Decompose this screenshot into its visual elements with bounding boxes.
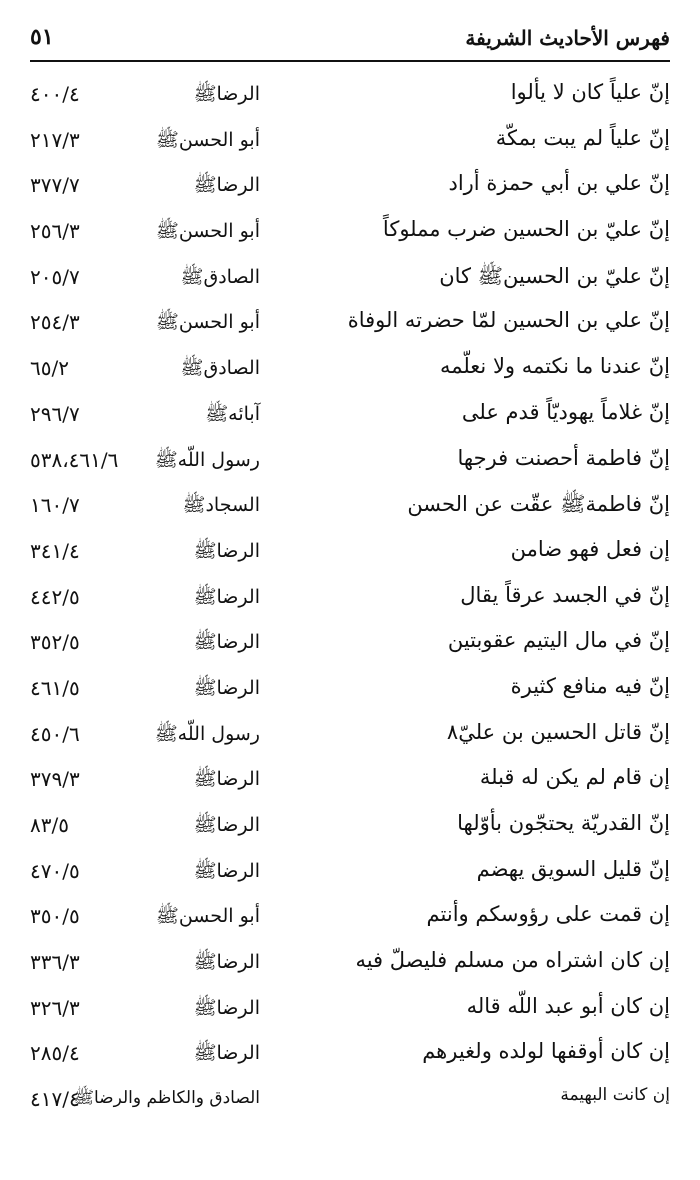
volume-page-reference: ٢٥٤/٣ bbox=[30, 310, 80, 335]
list-item bbox=[30, 805, 670, 851]
list-item bbox=[30, 302, 670, 348]
list-item bbox=[30, 1079, 670, 1125]
volume-page-reference: ٣٥٢/٥ bbox=[30, 630, 80, 655]
narrator: آبائهﷺ bbox=[205, 402, 260, 425]
list-item bbox=[30, 74, 670, 120]
list-item bbox=[30, 120, 670, 166]
list-item bbox=[30, 165, 670, 211]
volume-page-reference: ٤٠٠/٤ bbox=[30, 82, 80, 106]
narrator: الرضاﷺ bbox=[193, 174, 260, 197]
narrator: الرضاﷺ bbox=[193, 539, 260, 562]
narrator: الرضاﷺ bbox=[193, 676, 260, 699]
hadith-text: إنّ علي بن أبي حمزة أراد bbox=[448, 171, 670, 196]
volume-page-reference: ٣٥٠/٥ bbox=[30, 904, 80, 929]
volume-page-reference: ٤١٧/٤ bbox=[30, 1087, 80, 1112]
narrator: الصادقﷺ bbox=[180, 265, 260, 288]
hadith-text: إنّ في الجسد عرقاً يقال bbox=[460, 582, 670, 607]
narrator: أبو الحسنﷺ bbox=[155, 311, 260, 334]
narrator: الصادق والكاظم والرضاﷺ bbox=[73, 1088, 260, 1109]
list-item bbox=[30, 851, 670, 897]
list-item bbox=[30, 577, 670, 623]
volume-page-reference: ٢٥٦/٣ bbox=[30, 219, 80, 244]
narrator: أبو الحسنﷺ bbox=[155, 220, 260, 243]
hadith-text: إن قام لم يكن له قبلة bbox=[479, 765, 670, 790]
narrator: الرضاﷺ bbox=[193, 951, 260, 974]
narrator: الرضاﷺ bbox=[193, 814, 260, 836]
narrator: الرضاﷺ bbox=[193, 996, 260, 1019]
list-item bbox=[30, 348, 670, 394]
hadith-text: إن كان أبو عبد اللّه قاله bbox=[466, 993, 670, 1018]
hadith-text: إنّ فاطمةﷺ عقّت عن الحسن bbox=[407, 492, 670, 517]
hadith-text: إنّ قاتل الحسين بن عليّ٨ bbox=[446, 719, 670, 744]
volume-page-reference: ٤٧٠/٥ bbox=[30, 858, 80, 883]
list-item bbox=[30, 759, 670, 805]
hadith-text: إنّ علياً كان لا يألوا bbox=[510, 80, 670, 104]
hadith-text: إنّ في مال اليتيم عقوبتين bbox=[447, 628, 670, 653]
volume-page-reference: ٣٧٩/٣ bbox=[30, 767, 80, 792]
hadith-text: إنّ القدريّة يحتجّون بأوّلها bbox=[457, 811, 670, 835]
hadith-text: إنّ علياً لم يبت بمكّة bbox=[495, 125, 670, 150]
hadith-text: إنّ قليل السويق يهضم bbox=[476, 856, 670, 881]
volume-page-reference: ٢٨٥/٤ bbox=[30, 1041, 80, 1066]
volume-page-reference: ٢١٧/٣ bbox=[30, 127, 80, 152]
page-number: ٥١ bbox=[30, 24, 54, 50]
volume-page-reference: ٣٢٦/٣ bbox=[30, 995, 80, 1020]
hadith-text: إن فعل فهو ضامن bbox=[510, 536, 670, 561]
volume-page-reference: ٨٣/٥ bbox=[30, 813, 69, 837]
narrator: الرضاﷺ bbox=[193, 859, 260, 882]
narrator: السجادﷺ bbox=[182, 494, 260, 517]
hadith-text: إنّ غلاماً يهوديّاً قدم على bbox=[461, 399, 670, 424]
list-item bbox=[30, 988, 670, 1034]
list-item bbox=[30, 394, 670, 440]
hadith-text: إنّ عندنا ما نكتمه ولا نعلّمه bbox=[439, 354, 670, 379]
list-item bbox=[30, 211, 670, 257]
narrator: الصادقﷺ bbox=[180, 357, 260, 380]
hadith-index-list bbox=[30, 74, 670, 1125]
narrator: رسول اللّهﷺ bbox=[154, 448, 260, 471]
hadith-text: إنّ عليّ بن الحسينﷺ كان bbox=[439, 263, 670, 288]
list-item bbox=[30, 257, 670, 303]
narrator: الرضاﷺ bbox=[193, 1042, 260, 1065]
hadith-text: إنّ فاطمة أحصنت فرجها bbox=[457, 445, 670, 470]
page-title: فهرس الأحاديث الشريفة bbox=[465, 26, 670, 50]
narrator: الرضاﷺ bbox=[193, 83, 260, 105]
volume-page-reference: ٣٧٧/٧ bbox=[30, 173, 80, 198]
list-item bbox=[30, 485, 670, 531]
page-header bbox=[30, 20, 670, 62]
list-item bbox=[30, 714, 670, 760]
volume-page-reference: ٣٤١/٤ bbox=[30, 538, 80, 563]
volume-page-reference: ٣٣٦/٣ bbox=[30, 950, 80, 975]
volume-page-reference: ٥٣٨،٤٦١/٦ bbox=[30, 447, 119, 472]
volume-page-reference: ٦٥/٢ bbox=[30, 356, 69, 381]
hadith-text: إن كانت البهيمة bbox=[560, 1085, 670, 1106]
volume-page-reference: ٤٦١/٥ bbox=[30, 675, 80, 700]
narrator: الرضاﷺ bbox=[193, 768, 260, 791]
narrator: أبو الحسنﷺ bbox=[155, 905, 260, 928]
list-item bbox=[30, 942, 670, 988]
narrator: الرضاﷺ bbox=[193, 631, 260, 654]
list-item bbox=[30, 440, 670, 486]
hadith-text: إنّ فيه منافع كثيرة bbox=[510, 673, 670, 698]
hadith-text: إنّ علي بن الحسين لمّا حضرته الوفاة bbox=[347, 308, 670, 333]
narrator: أبو الحسنﷺ bbox=[155, 128, 260, 151]
hadith-text: إن قمت على رؤوسكم وأنتم bbox=[426, 902, 670, 927]
volume-page-reference: ٢٩٦/٧ bbox=[30, 401, 80, 426]
volume-page-reference: ١٦٠/٧ bbox=[30, 493, 80, 518]
hadith-text: إنّ عليّ بن الحسين ضرب مملوكاً bbox=[382, 217, 670, 242]
hadith-text: إن كان اشتراه من مسلم فليصلّ فيه bbox=[355, 948, 670, 973]
list-item bbox=[30, 668, 670, 714]
list-item bbox=[30, 1033, 670, 1079]
volume-page-reference: ٤٤٢/٥ bbox=[30, 584, 80, 609]
list-item bbox=[30, 622, 670, 668]
narrator: رسول اللّهﷺ bbox=[154, 722, 260, 745]
list-item bbox=[30, 531, 670, 577]
narrator: الرضاﷺ bbox=[193, 585, 260, 608]
volume-page-reference: ٤٥٠/٦ bbox=[30, 721, 80, 746]
volume-page-reference: ٢٠٥/٧ bbox=[30, 264, 80, 289]
hadith-text: إن كان أوقفها لولده ولغيرهم bbox=[422, 1039, 670, 1064]
list-item bbox=[30, 896, 670, 942]
